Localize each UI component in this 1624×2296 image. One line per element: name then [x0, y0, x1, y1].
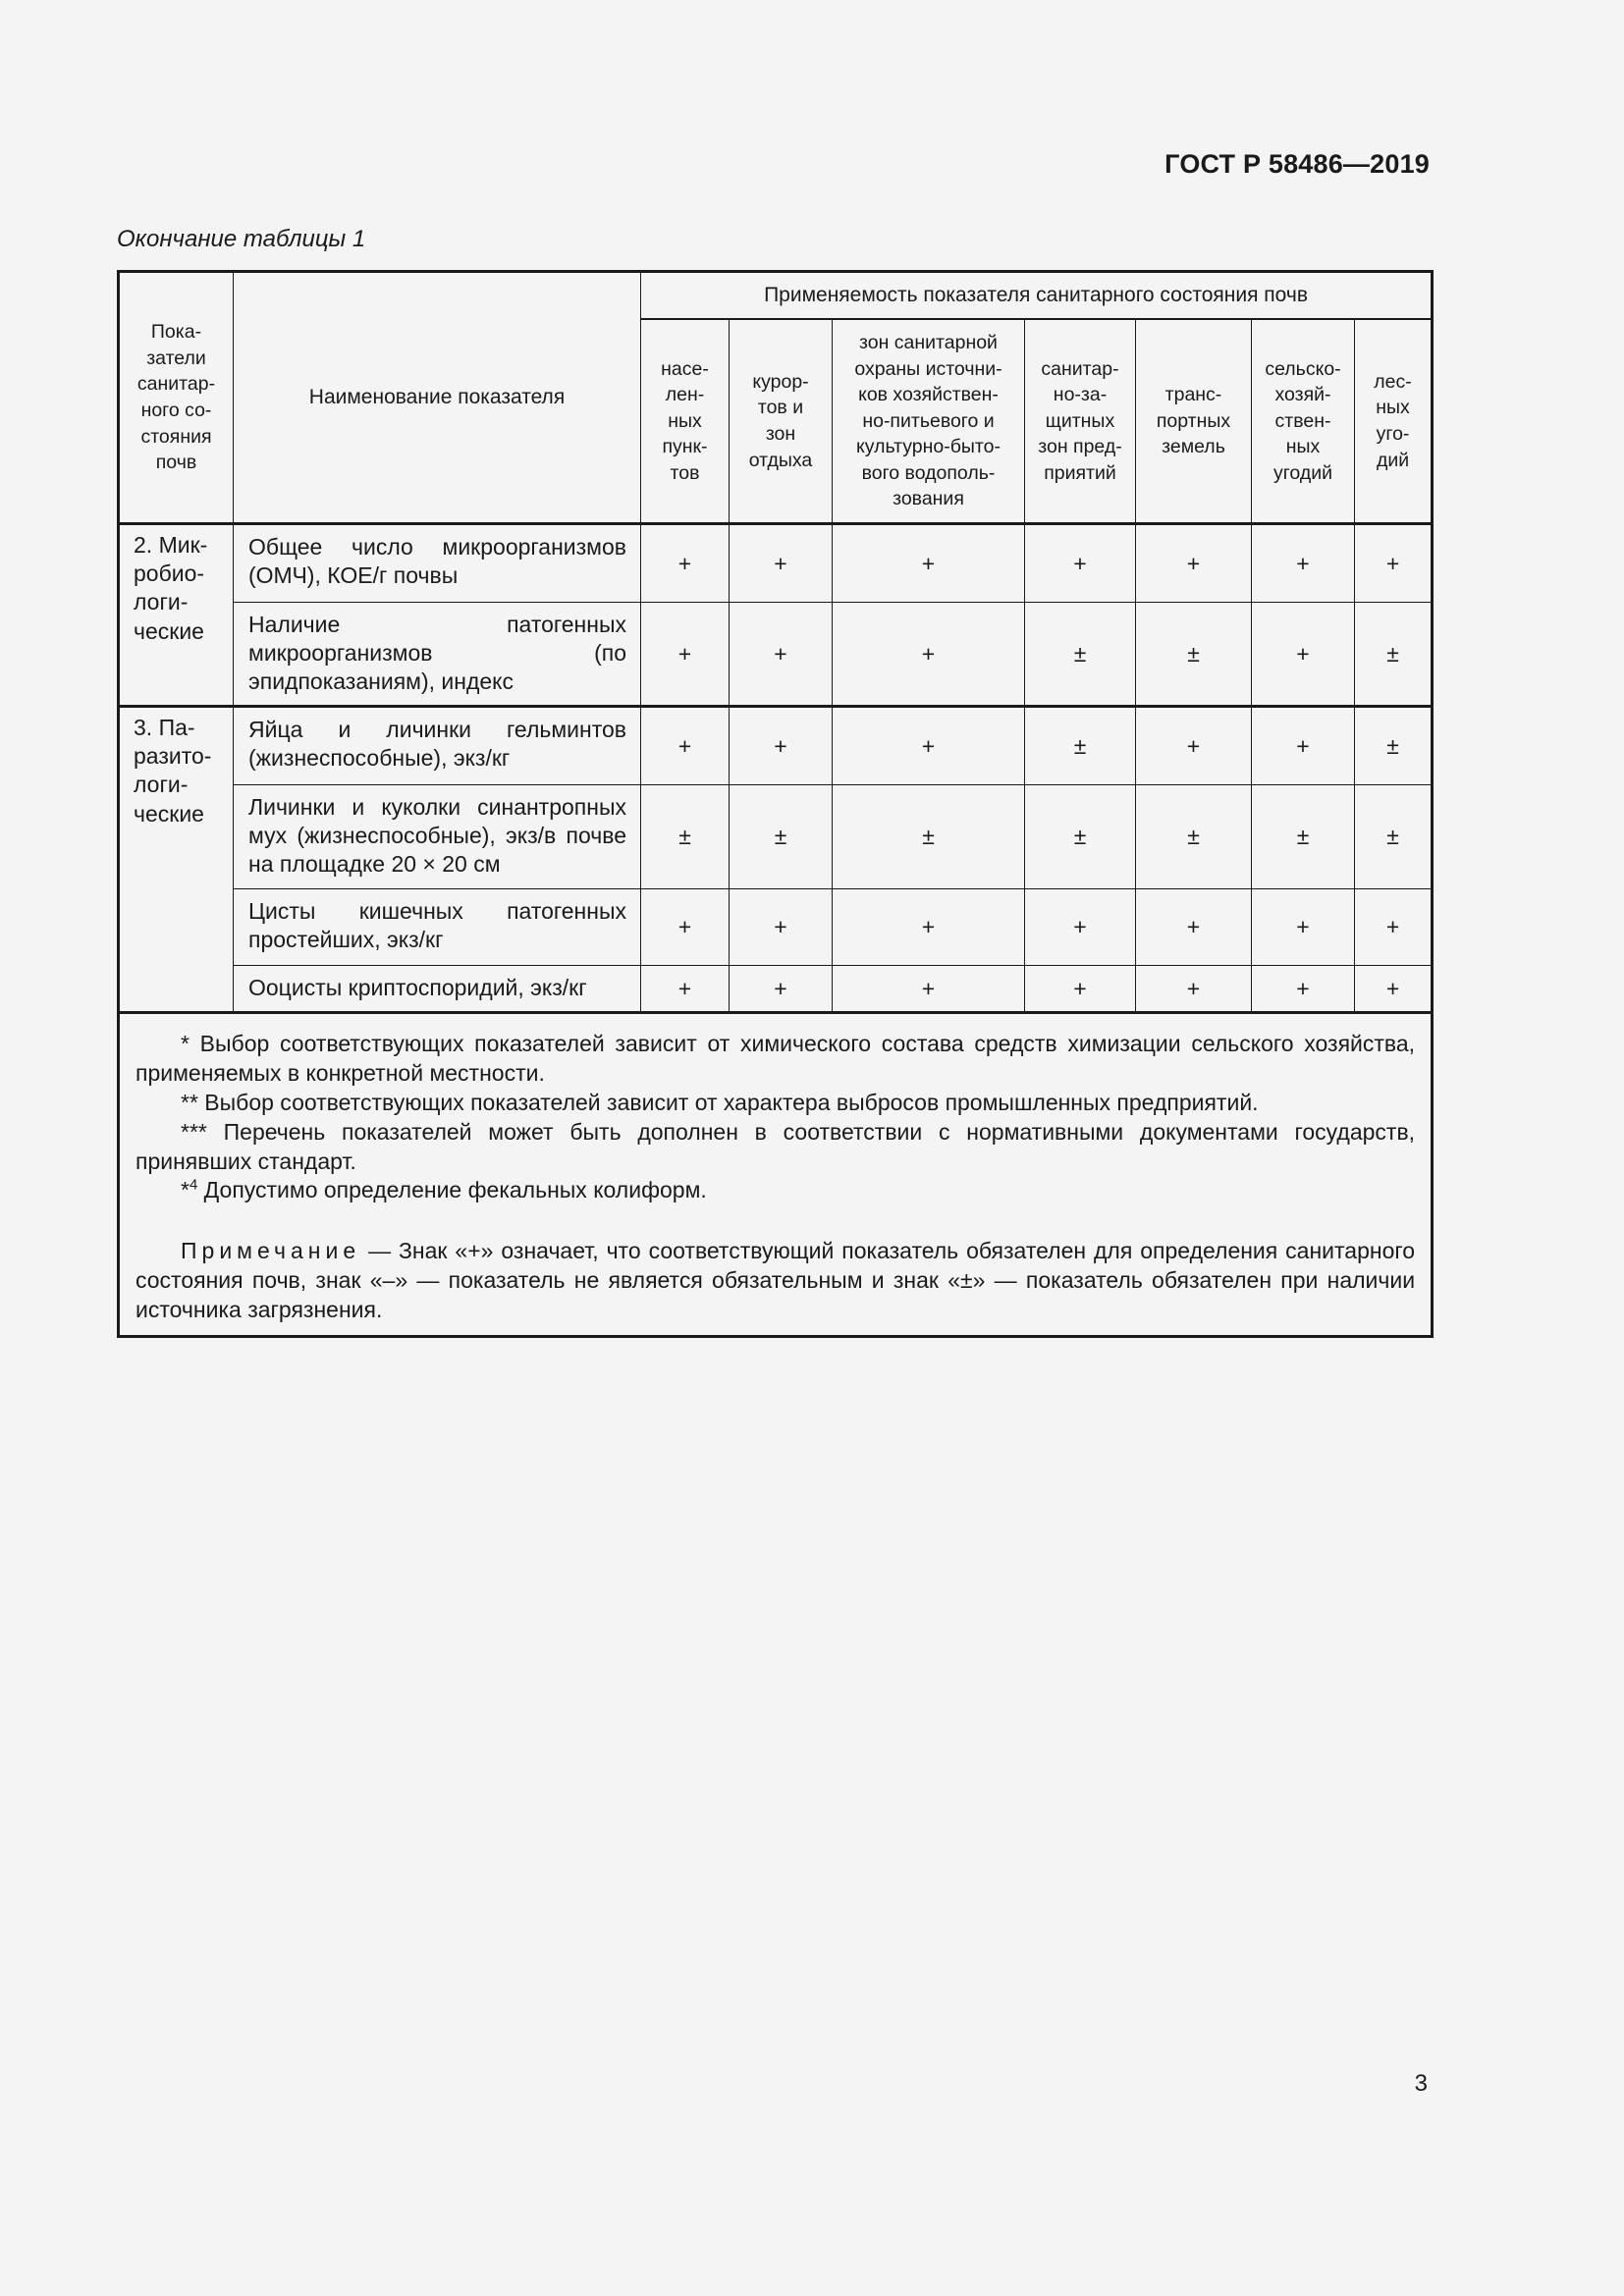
applicability-mark: +	[730, 524, 833, 603]
group-label-line: 3. Па-	[134, 715, 195, 740]
group-header-line: почв	[155, 452, 197, 474]
applicability-header: Применяемость показателя санитарного состояния почв	[641, 272, 1433, 320]
applicability-mark: +	[1355, 889, 1433, 966]
footnote-4-mark: *	[181, 1177, 189, 1203]
applicability-mark: +	[1252, 603, 1355, 707]
column-header-line: транс-	[1164, 384, 1222, 406]
applicability-mark: +	[641, 889, 730, 966]
applicability-mark: ±	[1025, 785, 1136, 889]
group-label-line: логи-	[134, 589, 189, 615]
group-label	[119, 707, 234, 1013]
indicator-name: Личинки и куколки синантропных мух (жизнеспособные), экз/в почве на площадке 20 × 20 см	[234, 785, 641, 889]
column-header-line: тов	[670, 461, 700, 484]
column-header-line: ных	[1285, 436, 1321, 458]
applicability-mark: +	[833, 707, 1025, 785]
applicability-mark: ±	[641, 785, 730, 889]
applicability-mark: ±	[1355, 603, 1433, 707]
name-header: Наименование показателя	[234, 272, 641, 524]
group-header-cell	[119, 272, 234, 524]
table-body	[119, 524, 1433, 1013]
applicability-mark: +	[1252, 524, 1355, 603]
applicability-mark: ±	[1355, 785, 1433, 889]
applicability-mark: +	[1136, 524, 1252, 603]
column-header-line: ных	[1376, 397, 1410, 419]
applicability-mark: +	[1025, 966, 1136, 1013]
column-header-line: ствен-	[1274, 409, 1331, 432]
column-header-line: пунк-	[662, 436, 708, 458]
column-header-line: зон	[765, 423, 796, 445]
applicability-mark: +	[1136, 966, 1252, 1013]
table-row	[119, 966, 1433, 1013]
column-header-line: приятий	[1044, 461, 1116, 484]
column-header-line: хозяй-	[1274, 384, 1331, 406]
applicability-mark: ±	[833, 785, 1025, 889]
column-header-line: курор-	[752, 370, 809, 393]
column-header-line: щитных	[1045, 409, 1115, 432]
group-label-line: ческие	[134, 800, 204, 827]
table-row	[119, 785, 1433, 889]
group-header-line: Пока-	[150, 321, 202, 344]
group-header	[120, 319, 233, 475]
applicability-mark: +	[833, 889, 1025, 966]
note	[135, 1237, 1415, 1325]
footnote-4-sup: 4	[189, 1176, 198, 1194]
group-label-line: разито-	[134, 743, 212, 770]
table-caption: Окончание таблицы 1	[117, 226, 366, 252]
footnote-3: *** Перечень показателей может быть дополнен в соответствии с нормативными документами государств, принявших стандарт.	[135, 1118, 1416, 1174]
column-header-line: санитар-	[1041, 357, 1119, 380]
applicability-mark: +	[730, 707, 833, 785]
footnote-4	[135, 1176, 1415, 1205]
column-header-line: насе-	[661, 357, 709, 380]
applicability-mark: +	[730, 966, 833, 1013]
column-header	[1025, 319, 1136, 524]
indicator-name: Цисты кишечных патогенных простейших, экз/кг	[234, 889, 641, 966]
footnote-1: * Выбор соответствующих показателей зависит от химического состава средств химизации сельского хозяйства, применяемых в конкретной местности.	[135, 1031, 1416, 1086]
column-header	[1136, 319, 1252, 524]
column-header-line: отдыха	[748, 449, 813, 471]
applicability-mark: ±	[1136, 603, 1252, 707]
note-text: — Знак «+» означает, что соответствующий показатель обязателен для определения санитарного состояния почв, знак «–» — показатель не является обязательным и знак «±» — показатель обязателен при наличии источника загрязнения.	[135, 1238, 1416, 1323]
footnotes-row	[119, 1013, 1433, 1337]
column-header-line: культурно-быто-	[856, 436, 1001, 458]
applicability-mark: +	[1136, 889, 1252, 966]
applicability-mark: +	[641, 524, 730, 603]
applicability-mark: +	[641, 707, 730, 785]
applicability-mark: +	[1355, 524, 1433, 603]
column-header	[1252, 319, 1355, 524]
column-header-line: охраны источни-	[854, 357, 1002, 380]
applicability-mark: +	[1252, 707, 1355, 785]
note-label: Примечание	[181, 1238, 361, 1264]
column-header-line: лес-	[1374, 370, 1412, 393]
applicability-mark: +	[1252, 966, 1355, 1013]
group-label-line: робио-	[134, 561, 205, 587]
applicability-mark: +	[833, 524, 1025, 603]
applicability-mark: +	[1136, 707, 1252, 785]
column-header-line: зон санитарной	[859, 332, 998, 354]
table-row	[119, 889, 1433, 966]
document-id-header: ГОСТ Р 58486—2019	[1164, 149, 1430, 179]
table-container	[117, 270, 1431, 1338]
applicability-mark: +	[641, 966, 730, 1013]
column-header	[1355, 319, 1433, 524]
footnote-2: ** Выбор соответствующих показателей зависит от характера выбросов промышленных предприятий.	[181, 1089, 1259, 1115]
applicability-table	[117, 270, 1434, 1338]
applicability-mark: ±	[1136, 785, 1252, 889]
column-header-line: ных	[668, 409, 702, 432]
indicator-name: Общее число микроорганизмов (ОМЧ), КОЕ/г почвы	[234, 524, 641, 603]
column-header-line: угодий	[1272, 461, 1332, 484]
footnotes-cell	[119, 1013, 1433, 1337]
group-header-line: затели	[146, 347, 206, 369]
table-row	[119, 707, 1433, 785]
column-header-line: вого водополь-	[861, 461, 996, 484]
column-header-line: но-питьевого и	[862, 409, 995, 432]
page-number: 3	[1414, 2070, 1428, 2097]
column-header	[833, 319, 1025, 524]
applicability-mark: +	[833, 966, 1025, 1013]
applicability-mark: +	[730, 889, 833, 966]
applicability-mark: +	[641, 603, 730, 707]
column-header-line: лен-	[665, 384, 705, 406]
column-header-line: зования	[893, 488, 964, 510]
indicator-name: Яйца и личинки гельминтов (жизнеспособные), экз/кг	[234, 707, 641, 785]
column-header-line: уго-	[1376, 423, 1410, 445]
table-row	[119, 603, 1433, 707]
indicator-name: Ооцисты криптоспоридий, экз/кг	[234, 966, 641, 1013]
column-header-line: ков хозяйствен-	[858, 384, 999, 406]
applicability-mark: +	[1025, 889, 1136, 966]
column-header-line: земель	[1162, 436, 1225, 458]
column-header	[730, 319, 833, 524]
applicability-mark: +	[833, 603, 1025, 707]
applicability-mark: +	[1355, 966, 1433, 1013]
applicability-mark: ±	[730, 785, 833, 889]
column-header	[641, 319, 730, 524]
group-label-line: 2. Мик-	[134, 532, 208, 558]
footnote-4-text: Допустимо определение фекальных колиформ.	[197, 1177, 707, 1203]
group-label	[119, 524, 234, 707]
group-label-line: ческие	[134, 617, 204, 644]
applicability-mark: ±	[1025, 603, 1136, 707]
applicability-mark: ±	[1355, 707, 1433, 785]
applicability-mark: +	[1025, 524, 1136, 603]
applicability-mark: ±	[1025, 707, 1136, 785]
column-header-line: тов и	[757, 397, 804, 419]
group-header-line: ного со-	[140, 400, 212, 421]
applicability-mark: +	[730, 603, 833, 707]
group-label-line: логи-	[134, 772, 189, 798]
table-row	[119, 524, 1433, 603]
applicability-mark: +	[1252, 889, 1355, 966]
group-header-line: стояния	[140, 425, 212, 448]
column-header-line: зон пред-	[1038, 436, 1122, 458]
column-header-line: дий	[1376, 449, 1410, 471]
column-header-line: сельско-	[1265, 357, 1341, 380]
column-header-line: портных	[1156, 409, 1231, 432]
indicator-name: Наличие патогенных микроорганизмов (по эпидпоказаниям), индекс	[234, 603, 641, 707]
applicability-mark: ±	[1252, 785, 1355, 889]
group-header-line: санитар-	[136, 373, 216, 396]
column-header-line: но-за-	[1053, 384, 1108, 406]
